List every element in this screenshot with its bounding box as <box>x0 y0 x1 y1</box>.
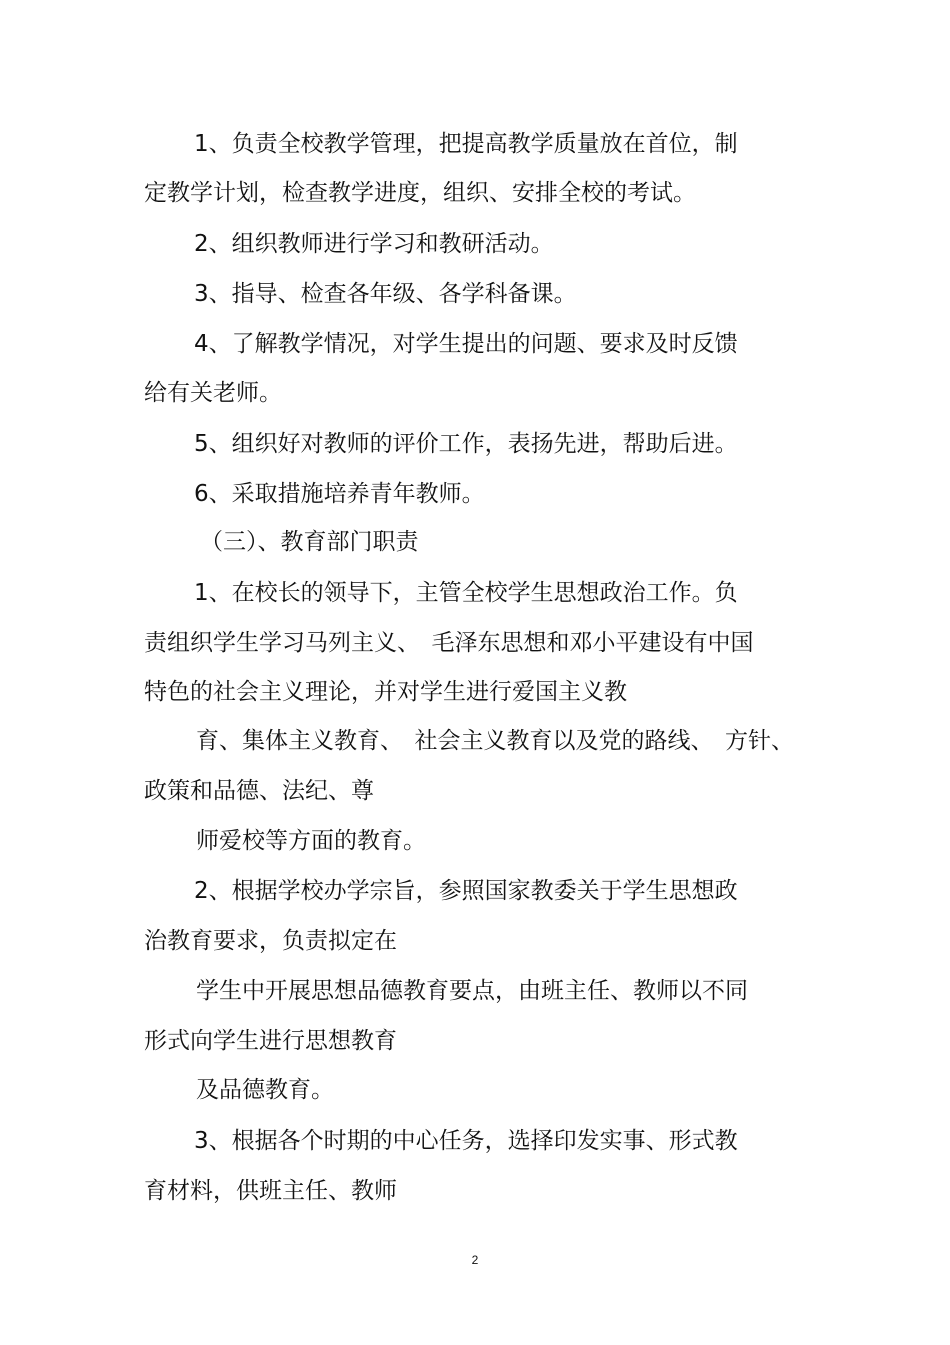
text-line: 形式向学生进行思想教育 <box>144 1028 397 1054</box>
text-line: 5、组织好对教师的评价工作，表扬先进，帮助后进。 <box>194 431 738 457</box>
text-line: 政策和品德、法纪、尊 <box>144 778 374 804</box>
text-line: 及品德教育。 <box>196 1077 334 1103</box>
text-line: 1、在校长的领导下，主管全校学生思想政治工作。负 <box>194 580 738 606</box>
text-line: 学生中开展思想品德教育要点，由班主任、教师以不同 <box>196 978 748 1004</box>
text-line: 2、组织教师进行学习和教研活动。 <box>194 231 554 257</box>
text-line: 治教育要求，负责拟定在 <box>144 928 397 954</box>
text-line: 定教学计划，检查教学进度，组织、安排全校的考试。 <box>144 180 696 206</box>
section-heading: （三）、教育部门职责 <box>200 529 419 555</box>
text-line: 6、采取措施培养青年教师。 <box>194 481 485 507</box>
page-number: 2 <box>471 1253 479 1267</box>
text-line: 4、了解教学情况，对学生提出的问题、要求及时反馈 <box>194 331 738 357</box>
text-line: 1、负责全校教学管理，把提高教学质量放在首位，制 <box>194 131 738 157</box>
text-line: 3、根据各个时期的中心任务，选择印发实事、形式教 <box>194 1128 738 1154</box>
text-line: 师爱校等方面的教育。 <box>196 828 426 854</box>
text-line: 育材料，供班主任、教师 <box>144 1178 397 1204</box>
text-line: 2、根据学校办学宗旨，参照国家教委关于学生思想政 <box>194 878 738 904</box>
text-line: 给有关老师。 <box>144 380 282 406</box>
text-line: 责组织学生学习马列主义、 毛泽东思想和邓小平建设有中国 <box>144 630 754 656</box>
text-line: 3、指导、检查各年级、各学科备课。 <box>194 281 577 307</box>
text-line: 特色的社会主义理论，并对学生进行爱国主义教 <box>144 679 627 705</box>
text-line: 育、集体主义教育、 社会主义教育以及党的路线、 方针、 <box>196 728 794 754</box>
